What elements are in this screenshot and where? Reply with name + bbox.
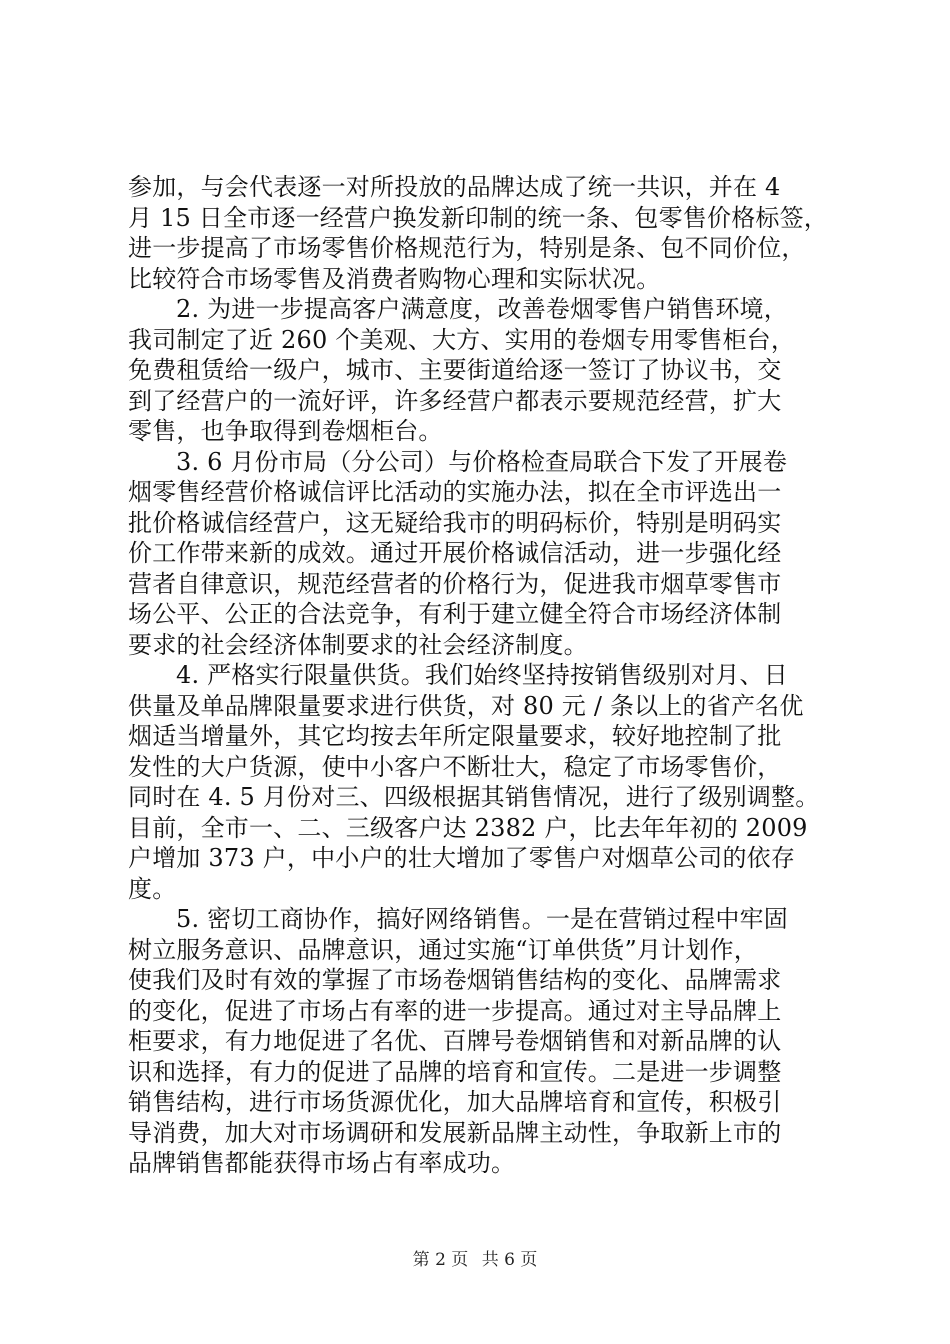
text-line: 识和选择，有力的促进了品牌的培育和宣传。二是进一步调整 <box>128 1057 782 1086</box>
text-line: 零售，也争取得到卷烟柜台。 <box>128 417 443 445</box>
paragraph-item-2 <box>128 294 828 447</box>
text-line: 供量及单品牌限量要求进行供货，对 80 元 / 条以上的省产名优 <box>128 691 804 720</box>
text-line: 4. 严格实行限量供货。我们始终坚持按销售级别对月、日 <box>176 661 788 689</box>
text-line: 2. 为进一步提高客户满意度，改善卷烟零售户销售环境， <box>176 295 788 323</box>
text-line: 烟零售经营价格诚信评比活动的实施办法，拟在全市评选出一 <box>128 478 782 506</box>
page-number-total: 共 6 页 <box>481 1250 538 1270</box>
text-line: 比较符合市场零售及消费者购物心理和实际状况。 <box>128 264 661 293</box>
text-line: 5. 密切工商协作，搞好网络销售。一是在营销过程中牢固 <box>176 905 788 933</box>
text-line: 柜要求，有力地促进了名优、百牌号卷烟销售和对新品牌的认 <box>128 1027 782 1055</box>
text-line: 销售结构，进行市场货源优化，加大品牌培育和宣传，积极引 <box>128 1088 782 1116</box>
text-line: 户增加 373 户，中小户的壮大增加了零售户对烟草公司的依存 <box>128 844 796 872</box>
text-line: 到了经营户的一流好评，许多经营户都表示要规范经营，扩大 <box>128 386 782 415</box>
text-line: 要求的社会经济体制要求的社会经济制度。 <box>128 630 588 659</box>
page-number-current: 第 2 页 <box>412 1250 469 1270</box>
text-line: 月 15 日全市逐一经营户换发新印制的统一条、包零售价格标签， <box>128 203 828 232</box>
paragraph-item-5 <box>128 904 828 1179</box>
text-line: 我司制定了近 260 个美观、大方、实用的卷烟专用零售柜台， <box>128 325 796 354</box>
text-line: 发性的大户货源，使中小客户不断壮大，稳定了市场零售价， <box>128 752 782 781</box>
paragraph-item-4 <box>128 660 828 904</box>
text-line: 导消费，加大对市场调研和发展新品牌主动性，争取新上市的 <box>128 1118 782 1147</box>
document-body <box>128 172 828 1179</box>
text-line: 进一步提高了市场零售价格规范行为，特别是条、包不同价位， <box>128 234 806 262</box>
text-line: 同时在 4. 5 月份对三、四级根据其销售情况，进行了级别调整。 <box>128 783 820 811</box>
text-line: 免费租赁给一级户，城市、主要街道给逐一签订了协议书，交 <box>128 356 782 384</box>
text-line: 目前，全市一、二、三级客户达 2382 户，比去年年初的 2009 <box>128 813 808 842</box>
text-line: 的变化，促进了市场占有率的进一步提高。通过对主导品牌上 <box>128 996 782 1025</box>
page-footer <box>0 1245 950 1270</box>
text-line: 批价格诚信经营户，这无疑给我市的明码标价，特别是明码实 <box>128 508 782 537</box>
text-line: 烟适当增量外，其它均按去年所定限量要求，较好地控制了批 <box>128 722 782 750</box>
text-line: 度。 <box>128 874 177 903</box>
text-line: 使我们及时有效的掌握了市场卷烟销售结构的变化、品牌需求 <box>128 966 782 994</box>
text-line: 营者自律意识，规范经营者的价格行为，促进我市烟草零售市 <box>128 569 782 598</box>
text-line: 树立服务意识、品牌意识，通过实施“订单供货”月计划作， <box>128 935 758 964</box>
text-line: 品牌销售都能获得市场占有率成功。 <box>128 1149 516 1177</box>
paragraph-continuation <box>128 172 828 294</box>
text-line: 价工作带来新的成效。通过开展价格诚信活动，进一步强化经 <box>128 539 782 567</box>
text-line: 3. 6 月份市局（分公司）与价格检查局联合下发了开展卷 <box>176 447 788 476</box>
text-line: 场公平、公正的合法竞争，有利于建立健全符合市场经济体制 <box>128 600 782 628</box>
paragraph-item-3 <box>128 447 828 661</box>
text-line: 参加，与会代表逐一对所投放的品牌达成了统一共识，并在 4 <box>128 173 781 201</box>
